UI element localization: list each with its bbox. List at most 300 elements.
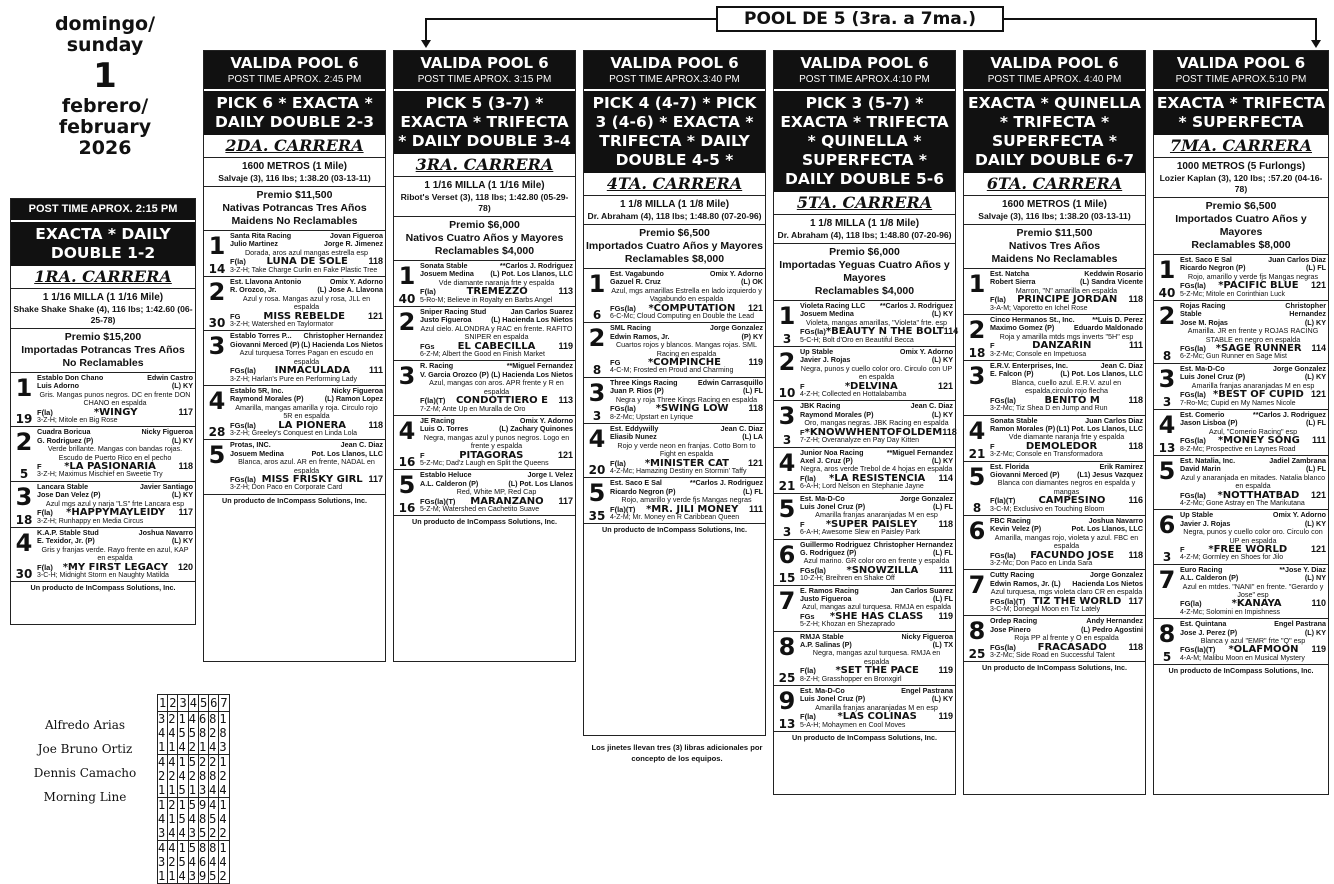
owner: Violeta Racing LLC xyxy=(800,301,866,310)
purse-amount: Premio $11,500 xyxy=(256,189,333,201)
owner: Establo Don Chano xyxy=(37,373,104,382)
horse-line xyxy=(800,566,953,575)
horse-line xyxy=(990,551,1143,560)
race-class: Nativos Cuatro Años y Mayores xyxy=(405,232,564,244)
trainer: **Jose Y. Diaz xyxy=(1279,564,1326,574)
valida-pool-label: VALIDA POOL 6 xyxy=(800,54,929,72)
weight: 118 xyxy=(1128,294,1143,305)
post-position: 5 xyxy=(778,494,796,523)
trainer: Nicky Figueroa xyxy=(331,385,383,395)
medication: FGs xyxy=(800,611,815,621)
morning-line-odds: 40 xyxy=(1158,286,1176,301)
silks-description: Rojo, amarillo y verde fjs Mangas negras xyxy=(1187,271,1319,281)
horse-line xyxy=(1180,281,1326,290)
day-en: sunday xyxy=(66,34,144,56)
selection-picks: 5 4 3 xyxy=(188,841,198,883)
trainer: **Carlos J. Rodriguez xyxy=(689,478,763,488)
weight: 117 xyxy=(558,495,573,506)
medication: FGs(la) xyxy=(990,395,1016,405)
horse-name: *MR. JILI MONEY xyxy=(646,503,739,515)
post-position: 2 xyxy=(398,308,416,337)
post-position: 4 xyxy=(968,416,986,445)
horse-name: INMACULADA xyxy=(274,365,351,377)
horse-name: *OLAFMOON xyxy=(1228,644,1299,656)
pedigree: 3-Z-H; Don Paco en Corporate Card xyxy=(230,484,343,492)
medication: F xyxy=(990,341,995,351)
jockey: A.P. Salinas (P) xyxy=(800,640,852,650)
valida-pool-label: VALIDA POOL 6 xyxy=(420,54,549,72)
jockey-meta: Pot. Los Llanos, LLC xyxy=(311,448,383,458)
post-position: 6 xyxy=(968,516,986,545)
selection-picks: 9 8 5 xyxy=(198,798,209,840)
morning-line-odds: 14 xyxy=(208,262,226,277)
selection-picks: 5 2 1 xyxy=(188,755,198,797)
jockey-meta: (L) FL xyxy=(933,547,953,557)
silks-description: Azul mgs azul y narja "LS" frte Lancara esp xyxy=(45,498,185,508)
horse-line xyxy=(420,287,573,296)
day-es: domingo/ xyxy=(54,13,156,35)
post-position: 1 xyxy=(1158,256,1176,284)
jockey: Luis Jonel Cruz (P) xyxy=(800,694,866,704)
race-number-header: 3 xyxy=(179,696,187,710)
selection-picks: 1 4 2 xyxy=(219,841,229,883)
jockey: Raymond Morales (P) xyxy=(800,409,874,419)
horse-line xyxy=(990,643,1143,652)
entries xyxy=(1154,255,1328,665)
trainer: Jorge Gonzalez xyxy=(709,323,763,333)
jockey-meta: (L) NY xyxy=(1304,573,1326,583)
morning-line-odds: 18 xyxy=(15,512,33,527)
weight: 118 xyxy=(1128,394,1143,405)
medication: F xyxy=(420,450,425,460)
jockey: Julio Martinez xyxy=(230,239,278,249)
jockey: Edwin Ramos, Jr. (L) xyxy=(990,578,1061,588)
post-position: 5 xyxy=(968,462,986,491)
entry xyxy=(394,307,575,361)
race-class-2: Maidens No Reclamables xyxy=(991,253,1118,265)
pedigree: 7-Z-H; Overanalyze en Pay Day Kitten xyxy=(800,437,920,445)
trainer: Jean C. Diaz xyxy=(720,423,763,433)
entry xyxy=(11,528,195,582)
owner: Santa Rita Racing xyxy=(230,231,292,240)
entry xyxy=(964,315,1145,361)
month-en: february xyxy=(58,116,152,138)
pedigree: 3-C-M; Donegal Moon en Tiz Lately xyxy=(990,606,1101,614)
medication: FGs(la) xyxy=(800,327,826,337)
silks-description: Azul turquesa, mgs violeta claro CR en espalda xyxy=(990,587,1143,597)
weight: 118 xyxy=(1128,440,1143,451)
silks-description: Negra, punos y cuello color oro. Circulo con UP en espalda xyxy=(800,363,953,382)
silks-description: Amarilla, mangas rojo, violeta y azul. FBC en espalda xyxy=(994,532,1139,551)
horse-name: *WINGY xyxy=(93,406,138,418)
entry xyxy=(584,424,765,478)
morning-line-odds: 25 xyxy=(778,671,796,686)
post-time: POST TIME APROX.3:40 PM xyxy=(609,74,740,85)
distance: 1 1/16 MILLA (1 1/16 Mile) xyxy=(42,292,164,303)
trainer: Joshua Navarro xyxy=(1088,515,1143,525)
post-position: 1 xyxy=(588,270,606,298)
purse-block xyxy=(964,225,1145,269)
post-position: 8 xyxy=(1158,620,1176,649)
morning-line-odds: 3 xyxy=(1162,549,1172,564)
morning-line-odds: 8 xyxy=(972,500,982,515)
horse-name: *FREE WORLD xyxy=(1208,544,1288,555)
purse-amount: Premio $11,500 xyxy=(1016,227,1093,239)
bet-types: EXACTA * DAILY DOUBLE 1-2 xyxy=(11,220,195,266)
race-title: 4TA. CARRERA xyxy=(584,173,765,196)
horse-line xyxy=(800,326,959,338)
post-position: 3 xyxy=(968,362,986,391)
medication: FGs(la)(T) xyxy=(990,596,1026,606)
horse-name: *SNOWZILLA xyxy=(846,564,919,576)
jockey-meta: (L) Hacienda Los Nietos xyxy=(491,315,573,325)
pedigree: 5-Z-Mc; Mitole en Corinthian Luck xyxy=(1180,290,1286,298)
pedigree: 5-Ro-M; Believe in Royalty en Barbs Angel xyxy=(420,296,553,304)
trainer: Jorge Gonzalez xyxy=(1089,570,1143,580)
race-class: Importados Cuatro Años y Mayores xyxy=(586,240,763,252)
selection-picks: 8 4 5 xyxy=(209,841,219,883)
selection-picks: 4 3 1 xyxy=(158,841,168,883)
trainer: Jadiel Zambrana xyxy=(1269,455,1326,465)
jockey-meta: (L) FL xyxy=(743,486,763,496)
weight: 118 xyxy=(1128,641,1143,652)
owner: Est. Quintana xyxy=(1180,619,1227,629)
jockey: Jose Dan Velez (P) xyxy=(37,490,101,500)
entry xyxy=(774,686,955,732)
entries xyxy=(394,261,575,516)
horse-name: *SWING LOW xyxy=(655,403,729,415)
weight: 119 xyxy=(1311,644,1326,655)
weight: 110 xyxy=(1311,598,1326,609)
post-position: 4 xyxy=(398,416,416,445)
distance: 1000 METROS (5 Furlongs) xyxy=(1176,161,1306,172)
morning-line-odds: 3 xyxy=(782,432,792,447)
horse-name: *KNOWWHENTOFOLDEM xyxy=(804,426,943,438)
jockey-meta: (L) KY xyxy=(171,435,193,445)
footer-credit: Un producto de InCompass Solutions, Inc. xyxy=(30,583,176,593)
horse-name: FACUNDO JOSE xyxy=(1030,549,1115,561)
medication: F xyxy=(800,381,805,391)
selection-picks: 1 5 4 xyxy=(178,798,188,840)
column-header xyxy=(394,51,575,89)
horse-name: LUNA DE SOLE xyxy=(266,256,348,268)
race-class-2: Reclamables $8,000 xyxy=(624,253,725,265)
owner: Rojas Racing Stable xyxy=(1180,301,1226,319)
horse-line xyxy=(990,341,1143,350)
weight: 121 xyxy=(1310,280,1326,291)
entry xyxy=(964,361,1145,415)
entries xyxy=(584,269,765,524)
medication: FGs(la) xyxy=(230,474,256,484)
race-title: 3RA. CARRERA xyxy=(394,154,575,177)
pedigree: 8-Z-H; Grasshopper en Bronxgirl xyxy=(800,675,902,683)
jockey: Justo Figueroa xyxy=(800,594,852,603)
selection-picks: 5 4 3 xyxy=(188,798,198,840)
post-position: 1 xyxy=(208,232,226,260)
purse-block xyxy=(204,187,385,231)
race-class-2: Reclamables $4,000 xyxy=(434,245,535,257)
horse-line xyxy=(420,451,573,460)
silks-description: Vde diamante naranja frte y espalda xyxy=(1008,432,1125,442)
morning-line-odds: 16 xyxy=(398,501,416,516)
jockey: Raymond Morales (P) xyxy=(230,394,304,404)
jockey-meta: (L) FL xyxy=(743,386,763,396)
horse-name: PRINCIPE JORDAN xyxy=(1017,294,1118,306)
entry xyxy=(1154,301,1328,364)
entry xyxy=(204,231,385,277)
race-number-header: 1 xyxy=(159,696,167,710)
pedigree: 6-A-H; Lord Nelson en Stephanie Jayne xyxy=(800,483,924,491)
owner: Est. Natcha xyxy=(990,269,1030,278)
race-conditions xyxy=(394,177,575,217)
pedigree: 5-Z-Mc; Dad'z Laugh en Split the Queens xyxy=(420,459,549,467)
horse-line xyxy=(1180,545,1326,554)
jockey-meta: (L) Sandra Vicente xyxy=(1080,277,1143,287)
valida-pool-label: VALIDA POOL 6 xyxy=(230,54,359,72)
horse-name: *LA PASIONARIA xyxy=(64,461,156,473)
horse-line xyxy=(420,342,573,351)
trainer: **Carlos J. Rodriguez xyxy=(1252,409,1326,419)
jockey: Jason Lisboa (P) xyxy=(1180,418,1238,428)
jockey-meta: (L) Pot. Los Llanos, LLC xyxy=(1060,369,1143,379)
column-header xyxy=(584,51,765,89)
entry xyxy=(11,373,195,427)
silks-description: Negra y roja Three Kings Racing en espalda xyxy=(615,394,758,404)
morning-line-odds: 35 xyxy=(588,509,606,524)
post-position: 5 xyxy=(398,471,416,500)
owner: JBK Racing xyxy=(800,401,841,411)
weight: 113 xyxy=(558,395,573,406)
pedigree: 4-Z-M; Gormley en Shoes for Jilo xyxy=(1180,554,1284,562)
purse-amount: Premio $6,000 xyxy=(829,246,900,258)
weight: 121 xyxy=(367,310,383,321)
owner: Ordep Racing xyxy=(990,616,1038,626)
horse-line xyxy=(800,612,953,621)
post-position: 1 xyxy=(968,270,986,298)
owner: FBC Racing xyxy=(990,515,1031,525)
weight: 114 xyxy=(943,326,959,337)
horse-name: TREMEZZO xyxy=(466,286,528,298)
pool-arrow-right xyxy=(1311,40,1321,48)
horse-name: MISS REBELDE xyxy=(263,310,345,322)
horse-line xyxy=(800,426,957,438)
trainer: Joshua Navarro xyxy=(138,527,193,537)
silks-description: Negra, mangas azul turquesa. RMJA en espalda xyxy=(812,648,941,666)
owner: RMJA Stable xyxy=(800,631,844,641)
owner: Protas, INC. xyxy=(230,440,271,450)
selector-name: Dennis Camacho xyxy=(33,766,137,780)
post-position: 8 xyxy=(968,617,986,646)
weight: 119 xyxy=(938,610,953,621)
weight: 119 xyxy=(938,711,953,722)
selection-picks: 1 5 4 xyxy=(178,712,188,754)
entry xyxy=(964,616,1145,662)
trainer: Omix Y. Adorno xyxy=(519,415,573,425)
horse-name: *DELVINA xyxy=(844,380,898,392)
medication: F xyxy=(990,441,995,451)
weight: 117 xyxy=(178,507,193,518)
pedigree: 3-Z-H; Maximus Mischief en Sweetie Try xyxy=(37,471,163,479)
jockey: Giovanni Merced (P) xyxy=(990,469,1060,479)
owner: Establo 5R, Inc. xyxy=(230,385,284,395)
weight: 121 xyxy=(1310,389,1326,400)
horse-name: CONDOTTIERO E xyxy=(455,395,548,407)
owner: Est. Ma-D-Co xyxy=(1180,363,1225,373)
weight: 118 xyxy=(368,256,383,267)
medication: FGs(la) xyxy=(800,565,826,575)
post-position: 4 xyxy=(588,424,606,453)
jockey-meta: Jorge R. Jimenez xyxy=(323,239,383,249)
weight: 121 xyxy=(747,457,763,468)
selection-picks: 3 4 1 xyxy=(158,712,168,754)
entry xyxy=(204,277,385,331)
race-class: Nativas Potrancas Tres Años xyxy=(222,202,367,214)
owner: E.R.V. Enterprises, Inc. xyxy=(990,361,1069,371)
entry xyxy=(394,261,575,307)
morning-line-odds: 30 xyxy=(208,316,226,331)
jockey: Maximo Gomez (P) xyxy=(990,323,1055,333)
morning-line-odds: 5 xyxy=(1162,650,1172,665)
silks-description: Azul, mangas azul turquesa. RMJA en espalda xyxy=(801,602,952,612)
silks-description: Negra, aros verde Trebol de 4 hojas en espalda xyxy=(800,464,953,474)
horse-line xyxy=(420,497,573,506)
post-position: 6 xyxy=(1158,511,1176,540)
medication: FG xyxy=(230,311,241,321)
jockey-meta: (L) FL xyxy=(1306,418,1326,428)
morning-line-odds: 30 xyxy=(15,567,33,582)
jockey: Robert Sierra xyxy=(990,277,1036,287)
jockey-meta: (L) Hacienda Los Nietos xyxy=(301,339,383,349)
selection-picks: 1 4 2 xyxy=(219,798,229,840)
jockey: Javier J. Rojas xyxy=(800,355,851,365)
jockey-meta: (L) Pedro Agostini xyxy=(1080,624,1143,634)
pedigree: 4-Z-M; Mr. Money en R Caribbean Queen xyxy=(610,513,740,521)
medication: FGs(la) xyxy=(990,642,1016,652)
jockey-meta: (L) Pot. Los Llanos, LLC xyxy=(490,269,573,279)
selection-row xyxy=(158,841,230,884)
distance: 1 1/16 MILLA (1 1/16 Mile) xyxy=(424,180,545,191)
horse-name: CAMPESINO xyxy=(1038,495,1106,507)
post-position: 2 xyxy=(208,278,226,307)
horse-name: EL CABECILLA xyxy=(457,340,536,352)
jockey: Ricardo Negron (P) xyxy=(610,486,676,496)
horse-name: PITAGORAS xyxy=(459,449,524,461)
horse-name: *HAPPYMAYLEIDY xyxy=(66,507,166,519)
post-position: 1 xyxy=(15,374,33,402)
trainer: Nicky Figueroa xyxy=(141,427,193,437)
pedigree: 3-Z-H; Runhappy en Media Circus xyxy=(37,517,144,525)
jockey: G. Rodriguez (P) xyxy=(37,435,94,445)
race-conditions xyxy=(584,196,765,225)
selection-row xyxy=(158,755,230,798)
silks-description: Cuartos rojos y blancos. Mangas rojas. SML Racing en espalda xyxy=(615,340,758,358)
pedigree: 3-Z-H; Greeley's Conquest en Linda Lola xyxy=(230,429,358,437)
jockey-meta: (L) KY xyxy=(1304,317,1326,327)
horse-line xyxy=(800,474,953,483)
entry xyxy=(774,494,955,540)
jockey-meta: (L) Jose A. Llavona xyxy=(317,285,383,295)
jockey-meta: (L) KY xyxy=(931,355,953,365)
entry xyxy=(204,331,385,385)
morning-line-odds: 10 xyxy=(778,386,796,401)
race-column xyxy=(963,50,1146,795)
silks-description: Amarilla franjas anaranjadas M en esp xyxy=(1191,380,1315,390)
horse-line xyxy=(230,366,383,375)
morning-line-odds: 13 xyxy=(778,717,796,732)
track-record: Dr. Abraham (4), 118 lbs; 1:48.80 (07-20-96) xyxy=(587,211,762,221)
jockey-meta: (L1) Pot. Los Llanos, LLC xyxy=(1056,423,1143,433)
silks-description: Blanca con diamantes negros en espalda y mangas xyxy=(997,478,1136,496)
horse-name: *MINISTER CAT xyxy=(644,457,729,469)
silks-description: Blanca, cuello azul. E.R.V. azul en espalda,circulo rojo flecha xyxy=(1011,377,1122,396)
selection-picks: 8 2 4 xyxy=(209,712,219,754)
pedigree: 3-C-H; Midnight Storm en Naughty Matilda xyxy=(37,571,169,579)
track-record: Lozier Kaplan (3), 120 lbs; :57.20 (04-16-78) xyxy=(1159,173,1323,194)
footer-credit: Un producto de InCompass Solutions, Inc. xyxy=(792,733,937,743)
morning-line-odds: 13 xyxy=(1158,440,1176,455)
entries xyxy=(204,231,385,495)
medication: F(la) xyxy=(610,458,626,468)
morning-line-odds: 8 xyxy=(592,362,602,377)
selections-table xyxy=(157,694,230,884)
entry xyxy=(1154,619,1328,665)
trainer: Christopher Hernandez xyxy=(303,331,383,341)
jockey-meta: (L) Zachary Quinones xyxy=(499,424,573,434)
jockey-meta: (L) KY xyxy=(171,536,193,546)
trainer: **Luis D. Perez xyxy=(1092,315,1143,325)
pedigree: 6-A-H; Awesome Slew en Paisley Park xyxy=(800,529,921,537)
race-number-header: 5 xyxy=(199,696,208,710)
silks-description: Vde diamante naranja frte y espalda xyxy=(438,277,555,287)
pedigree: 6-Z-M; Albert the Good en Finish Market xyxy=(420,351,545,359)
medication: FG xyxy=(610,358,621,368)
pedigree: 3-Z-Mc; Don Paco en Linda Sara xyxy=(990,560,1093,567)
horse-name: *SHE HAS CLASS xyxy=(829,610,924,622)
post-position: 5 xyxy=(588,479,606,508)
medication: F xyxy=(37,462,42,472)
race-title: 1RA. CARRERA xyxy=(11,266,195,289)
trainer: Jovan Figueroa xyxy=(329,231,383,240)
selection-picks: 4 2 1 xyxy=(158,755,168,797)
silks-description: Amarilla franjas anaranjadas M en esp xyxy=(815,702,938,712)
horse-line xyxy=(1180,344,1326,353)
weight: 117 xyxy=(178,406,193,417)
distance: 1600 METROS (1 Mile) xyxy=(241,161,348,172)
silks-description: Amarilla franjas anaranjadas M en esp xyxy=(815,510,938,520)
trainer: Jorge Gonzalez xyxy=(1272,363,1326,373)
race-conditions xyxy=(204,158,385,187)
silks-description: Azul y rosa. Mangas azul y rosa, JLL en espalda xyxy=(242,293,371,312)
silks-description: Blanca y azul "EMR" frte "Q" esp xyxy=(1200,636,1306,646)
owner: Euro Racing xyxy=(1180,564,1223,574)
trainer: Juan Carlos Diaz xyxy=(1268,255,1326,264)
pedigree: 8-Z-Mc; Prospective en Laynes Road xyxy=(1180,445,1296,453)
horse-line xyxy=(610,459,763,468)
entry xyxy=(584,378,765,424)
pedigree: 4-Z-H; Collected en Hottalabamba xyxy=(800,391,907,399)
pedigree: 4-Z-Mc; Gone Astray en The Marikutana xyxy=(1180,499,1305,507)
jockey: David Marin xyxy=(1180,464,1221,474)
race-conditions xyxy=(964,196,1145,225)
horse-line xyxy=(37,408,193,417)
trainer: **Carlos J. Rodriguez xyxy=(499,261,573,270)
entry xyxy=(774,448,955,494)
jockey: Josuem Medina xyxy=(230,448,284,458)
jockey-meta: (L) KY xyxy=(931,309,953,319)
post-position: 2 xyxy=(588,324,606,353)
jockey-meta: Hacienda Los Nietos xyxy=(1072,578,1143,588)
morning-line-odds: 15 xyxy=(778,570,796,585)
